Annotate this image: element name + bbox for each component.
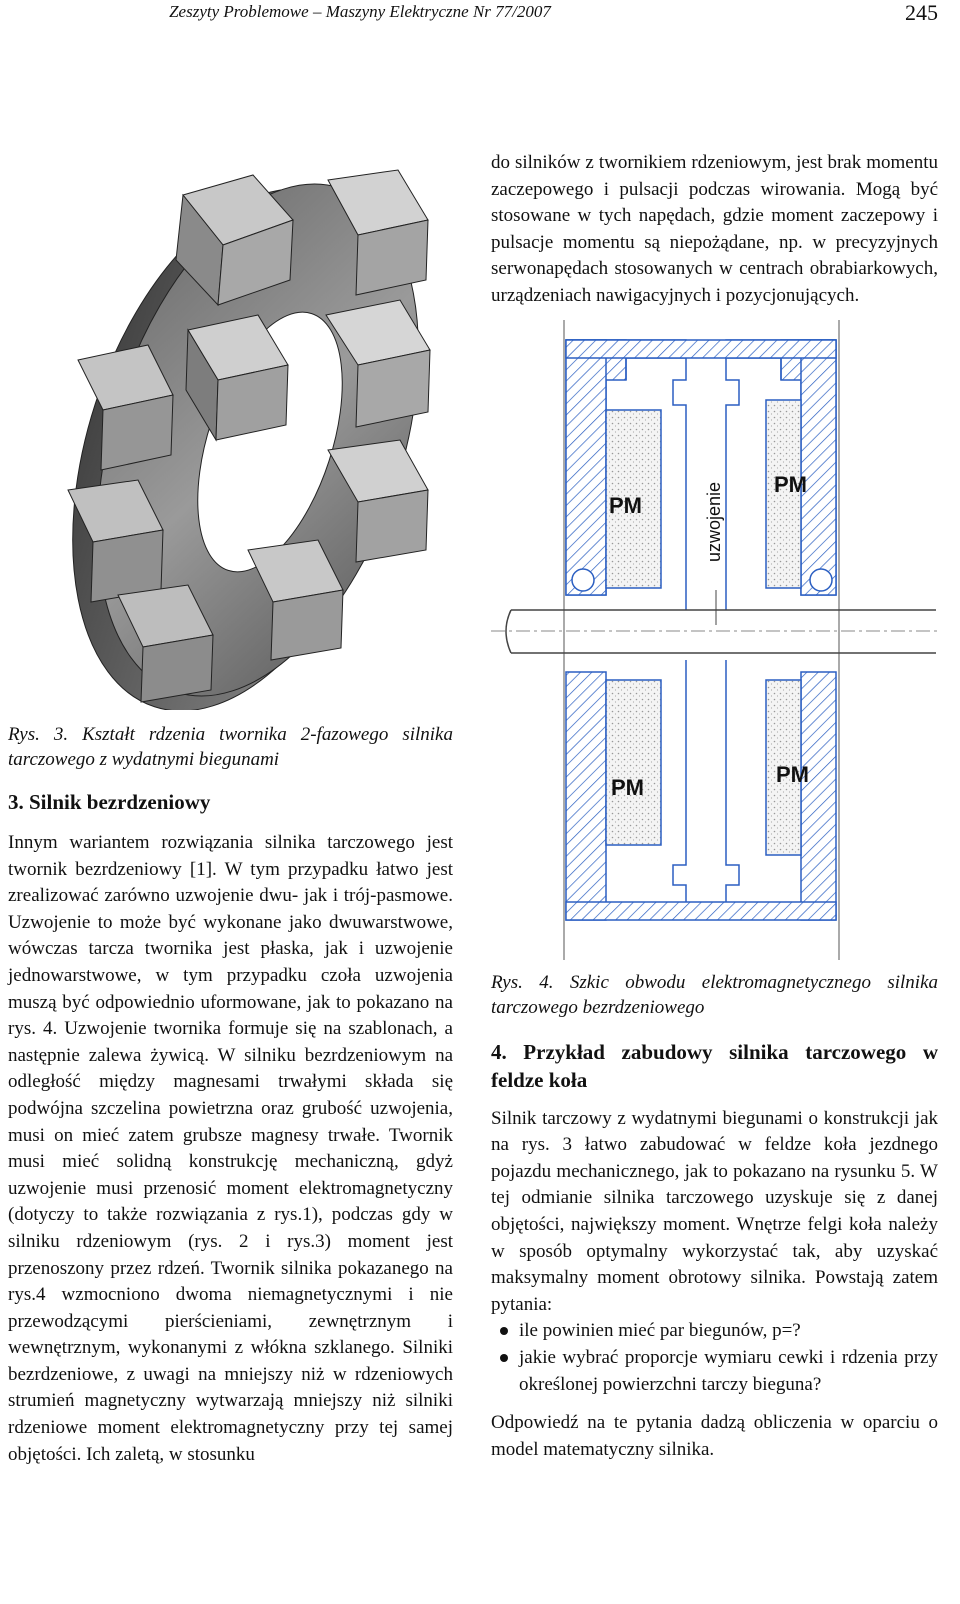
em-circuit-diagram	[491, 320, 938, 960]
pm-top-left-label: PM	[609, 492, 642, 518]
list-item: ile powinien mieć par biegunów, p=?	[491, 1318, 938, 1345]
list-item: jakie wybrać proporcje wymiaru cewki i rdzenia przy określonej powierzchni tarczy bieguna?	[491, 1345, 938, 1398]
armature-core-illustration	[8, 150, 453, 710]
left-column	[8, 150, 453, 1468]
figure-3-armature-core	[8, 150, 453, 710]
pm-bottom-right-label: PM	[776, 761, 809, 787]
section-4-conclusion: Odpowiedź na te pytania dadzą obliczenia w oparciu o model matematyczny silnika.	[491, 1412, 938, 1460]
section-4-heading: 4. Przykład zabudowy silnika tarczowego w feldze koła	[491, 1039, 938, 1092]
figure-4-caption: Rys. 4. Szkic obwodu elektromagnetycznego silnika tarczowego bezrdzeniowego	[491, 971, 938, 1018]
page-number: 245	[905, 0, 938, 25]
section-3-body: Innym wariantem rozwiązania silnika tarczowego jest twornik bezrdzeniowy [1]. W tym przypadku łatwo jest zrealizować zarówno uzwojenie dwu- jak i trój-pasmowe. Uzwojenie to może być wykonane jako dwuwarstwowe, wówczas tarcza twornika jest płaska, jak i uzwojenie jednowarstwowe, w tym przypadku czoła uzwojenia muszą być odpowiednio uformowane, jak to pokazano na rys. 4. Uzwojenie twornika formuje się na szablonach, a następnie zalewa żywicą. W silniku bezrdzeniowym na odległość między magnesami trwałymi składa się podwójna szczelina powietrzna oraz grubość uzwojenia, musi on mieć zatem grubsze magnesy trwałe. Twornik musi mieć solidną konstrukcję mechaniczną, gdyż uzwojenie musi przenosić moment elektromagnetyczny (dotyczy to także rozwiązania z rys.1), podczas gdy w silniku rdzeniowym (rys. 2 i rys.3) moment jest przenoszony przez rdzeń. Twornik silnika pokazanego na rys.4 wzmocniono dwoma niemagnetycznymi i nie przewodzącymi pierścieniami, zewnętrznym i wewnętrznym, wykonanymi z włókna szklanego. Silniki bezrdzeniowe, z uwagi na mniejszy niż w rdzeniowych strumień magnetyczny wytwarzają mniejszy niż silniki rdzeniowe moment elektromagnetyczny przy tej samej objętości. Ich zaletą, w stosunku	[8, 832, 453, 1465]
questions-list	[491, 1318, 938, 1398]
journal-header: Zeszyty Problemowe – Maszyny Elektryczne Nr 77/2007	[169, 2, 551, 21]
section-3-heading: 3. Silnik bezrdzeniowy	[8, 790, 211, 814]
pm-top-right-label: PM	[774, 471, 807, 497]
winding-label: uzwojenie	[704, 481, 724, 562]
right-column	[491, 150, 938, 1463]
section-4-body: Silnik tarczowy z wydatnymi biegunami o konstrukcji jak na rys. 3 łatwo zabudować w feldze koła jezdnego pojazdu mechanicznego, jak to pokazano na rysunku 5. W tej odmianie silnika tarczowego uzyskuje się z danej objętości, największy moment. Wnętrze felgi koła należy w sposób optymalny wykorzystać tak, aby uzyskać maksymalny moment obrotowy silnika. Powstają zatem pytania:	[491, 1107, 938, 1315]
figure-3-caption: Rys. 3. Kształt rdzenia twornika 2-fazowego silnika tarczowego z wydatnymi biegunami	[8, 724, 453, 770]
pm-bottom-left-label: PM	[611, 774, 644, 800]
figure-4-circuit-sketch	[491, 320, 938, 960]
right-intro-paragraph: do silników z twornikiem rdzeniowym, jest brak momentu zaczepowego i pulsacji podczas wirowania. Mogą być stosowane w tych napędach, gdzie moment zaczepowy i pulsacje momentu są niepożądane, np. w precyzyjnych serwonapędach stosowanych w centrach obrabiarkowych, urządzeniach nawigacyjnych i pozycjonujących.	[491, 152, 938, 306]
